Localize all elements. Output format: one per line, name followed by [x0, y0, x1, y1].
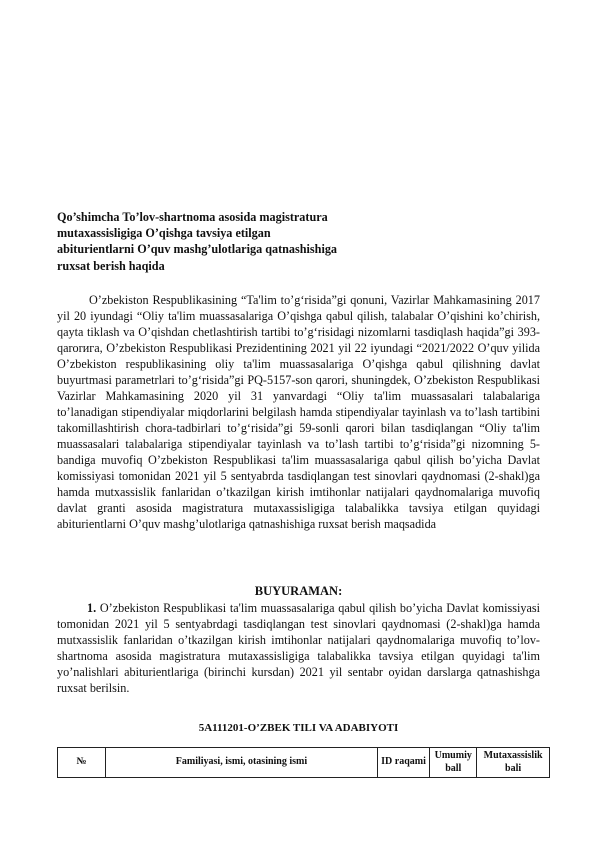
decree-item-text: O’zbekiston Respublikasi ta'lim muassasalariga qabul qilish bo’yicha Davlat komissiyasi tomonidan 2021 yil 5 sentyabrdagi tasdiqlangan test sinovlari qaydnomasi (2-shakl)ga hamda mutxassislik fanlaridan o’tkazilgan kirish imtihonlar natijalari qaydnomalariga muvofiq to’lov-shartnoma asosida magistratura mutaxassisligiga talabalikka tavsiya etilgan quyidagi ta'lim yo’nalishlari abiturientlariga (birinchi kursdan) 2021 yil sentabr oyidan darslarga qatnashishga ruxsat berilsin.	[57, 601, 540, 695]
header-number: №	[58, 748, 106, 778]
decree-item-1	[57, 600, 540, 696]
document-title: Qo’shimcha To’lov-shartnoma asosida magistratura mutaxassisligiga O’qishga tavsiya etilgan abiturientlarni O’quv mashg’ulotlariga qatnashishiga ruxsat berish haqida	[57, 210, 338, 273]
results-table	[57, 747, 550, 778]
section-title: 5A111201-O’ZBEK TILI VA ADABIYOTI	[198, 722, 399, 734]
header-total-score: Umumiy ball	[430, 748, 477, 778]
decree-item-number: 1.	[87, 601, 97, 615]
header-id-number: ID raqami	[377, 748, 430, 778]
intro-paragraph: O’zbekiston Respublikasining “Ta'lim to’g‘risida”gi qonuni, Vazirlar Mahkamasining 2017 yil 20 iyundagi “Oliy ta'lim muassasalariga O’qishga qabul qilish, talabalar O’qishini ko’chirish, qayta tiklash va O’qishdan chetlashtirish tartibi to’g‘risidagi nizomlarni tasdiqlash haqida”gi 393-qarorига, O’zbekiston Respublikasi Prezidentining 2021 yil 22 iyundagi “2021/2022 O’quv yilida O’zbekiston respublikasining oliy ta'lim muassasalariga O’qishga qabul qilishning davlat buyurtmasi parametrlari to’g‘risida”gi PQ-5157-son qarori, shuningdek, O’zbekiston Respublikasi Vazirlar Mahkamasining 2020 yil 31 yanvardagi “Oliy ta'lim muassasalari talabalariga to’lanadigan stipendiyalar miqdorlarini belgilash hamda stipendiyalar tayinlash va to’lash tartibini takomillashtirish chora-tadbirlari to’g‘risida”gi 59-sonli qarori bilan tasdiqlangan “Oliy ta'lim muassasalari talabalariga stipendiyalar tayinlash va to’lash tartibi to’g‘risida”gi nizomning 5-bandiga muvofiq O’zbekiston Respublikasi ta'lim muassasalariga qabul qilish bo’yicha Davlat komissiyasi tomonidan 2021 yil 5 sentyabrda tasdiqlangan test sinovlari qaydnomasi (2-shakl)ga hamda mutxassislik fanlaridan o’tkazilgan kirish imtihonlar natijalari qaydnomalariga muvofiq davlat granti asosida magistratura mutaxassisligiga talabalikka tavsiya etilgan quyidagi abiturientlarni O’quv mashg’ulotlariga qatnashishiga ruxsat berish maqsadida	[57, 293, 540, 531]
table-header-row	[58, 748, 550, 778]
header-full-name: Familiyasi, ismi, otasining ismi	[106, 748, 378, 778]
header-specialty-score: Mutaxassislik bali	[477, 748, 550, 778]
decree-heading: BUYURAMAN:	[254, 584, 343, 598]
